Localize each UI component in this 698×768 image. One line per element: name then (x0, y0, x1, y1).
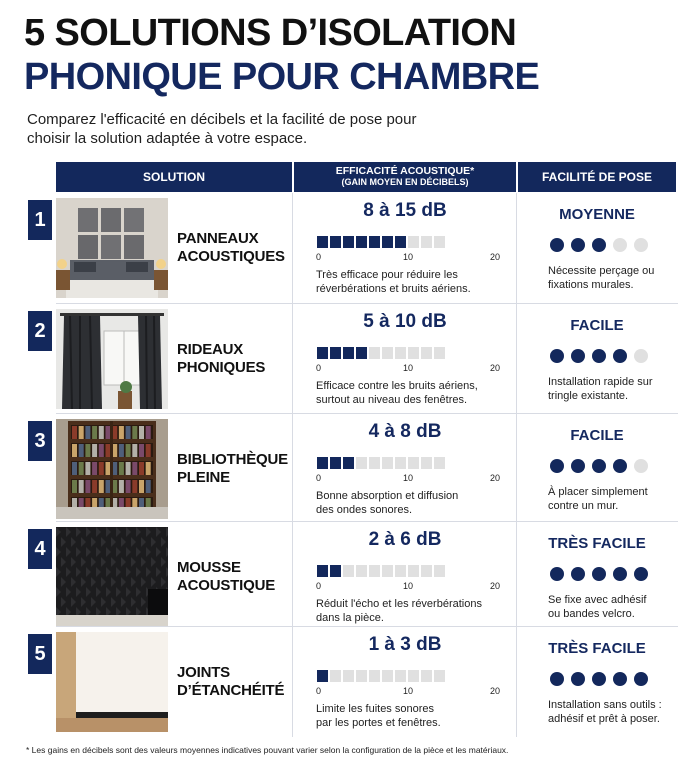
row-number: 5 (28, 634, 52, 674)
ease-rating-dots (550, 672, 648, 686)
row-divider (56, 626, 678, 627)
efficacy-bar-segment (343, 347, 354, 359)
scale-label-0: 0 (316, 363, 322, 373)
ease-dot (634, 672, 648, 686)
row-number: 3 (28, 421, 52, 461)
row-divider (56, 413, 678, 414)
page-title-line1: 5 SOLUTIONS D’ISOLATION (24, 12, 517, 54)
scale-label-10: 10 (403, 581, 414, 591)
scale-label-20: 20 (490, 581, 501, 591)
ease-dot (634, 349, 648, 363)
efficacy-description-line1: Limite les fuites sonores (316, 703, 434, 715)
full-bookcase-photo (56, 419, 168, 519)
ease-rating-label: TRÈS FACILE (548, 535, 646, 552)
ease-dot (550, 349, 564, 363)
ease-dot (634, 459, 648, 473)
efficacy-bar-segment (330, 236, 341, 248)
efficacy-bar-segment (317, 347, 328, 359)
efficacy-description (316, 379, 516, 407)
efficacy-description-line2: des ondes sonores. (316, 504, 413, 516)
ease-dot (550, 238, 564, 252)
db-range: 4 à 8 dB (368, 421, 442, 442)
ease-rating-label: FACILE (570, 427, 624, 444)
header-efficacite-label: EFFICACITÉ ACOUSTIQUE* (335, 165, 475, 177)
efficacy-bar-segment (395, 347, 406, 359)
efficacy-bar (317, 457, 445, 469)
efficacy-bar-segment (356, 565, 367, 577)
table-row (28, 523, 678, 631)
scale-label-20: 20 (490, 363, 501, 373)
efficacy-bar-segment (434, 670, 445, 682)
efficacy-bar-segment (369, 670, 380, 682)
table-row (28, 628, 678, 736)
efficacy-bar-segment (330, 347, 341, 359)
solution-name-line1: BIBLIOTHÈQUE (177, 451, 288, 468)
scale-label-20: 20 (490, 686, 501, 696)
efficacy-description (316, 702, 516, 730)
efficacy-description-line1: Efficace contre les bruits aériens, (316, 380, 478, 392)
scale-label-0: 0 (316, 252, 322, 262)
efficacy-bar-segment (317, 565, 328, 577)
ease-description-line1: À placer simplement (548, 486, 648, 498)
ease-description-line2: tringle existante. (548, 390, 629, 402)
ease-dot (550, 672, 564, 686)
efficacy-bar-segment (356, 236, 367, 248)
efficacy-scale (316, 686, 502, 698)
efficacy-bar-segment (382, 670, 393, 682)
ease-rating-label: MOYENNE (559, 206, 635, 223)
scale-label-0: 0 (316, 686, 322, 696)
ease-rating-dots (550, 459, 648, 473)
efficacy-description-line1: Bonne absorption et diffusion (316, 490, 459, 502)
ease-description (548, 698, 678, 726)
efficacy-description-line2: surtout au niveau des fenêtres. (316, 394, 468, 406)
efficacy-bar-segment (330, 565, 341, 577)
efficacy-bar-segment (369, 565, 380, 577)
ease-dot (571, 349, 585, 363)
efficacy-bar-segment (434, 565, 445, 577)
efficacy-bar-segment (408, 236, 419, 248)
scale-label-0: 0 (316, 473, 322, 483)
scale-label-0: 0 (316, 581, 322, 591)
ease-description-line1: Nécessite perçage ou (548, 265, 655, 277)
ease-dot (550, 459, 564, 473)
efficacy-description-line2: réverbérations et bruits aériens. (316, 283, 471, 295)
ease-description-line1: Se fixe avec adhésif (548, 594, 647, 606)
efficacy-bar-segment (356, 347, 367, 359)
solution-name (177, 451, 288, 487)
acoustic-panels-bedroom-photo (56, 198, 168, 298)
efficacy-bar-segment (421, 347, 432, 359)
ease-dot (592, 459, 606, 473)
ease-rating-dots (550, 567, 648, 581)
efficacy-description-line1: Très efficace pour réduire les (316, 269, 458, 281)
page-subtitle: Comparez l'efficacité en décibels et la facilité de pose pour choisir la solution adaptée à votre espace. (27, 111, 417, 147)
table-row (28, 305, 678, 413)
scale-label-10: 10 (403, 252, 414, 262)
efficacy-bar (317, 565, 445, 577)
ease-dot (592, 672, 606, 686)
ease-rating-dots (550, 238, 648, 252)
ease-dot (613, 672, 627, 686)
efficacy-bar-segment (434, 236, 445, 248)
efficacy-bar-segment (408, 565, 419, 577)
table-row (28, 194, 678, 302)
ease-description (548, 593, 678, 621)
efficacy-description (316, 489, 516, 517)
header-efficacite (294, 162, 516, 192)
solution-name (177, 230, 285, 266)
ease-dot (613, 238, 627, 252)
solution-name-line1: RIDEAUX (177, 341, 244, 358)
table-row (28, 415, 678, 523)
efficacy-bar-segment (356, 670, 367, 682)
efficacy-bar-segment (395, 670, 406, 682)
efficacy-scale (316, 252, 502, 264)
efficacy-bar-segment (395, 457, 406, 469)
ease-rating-label: FACILE (570, 317, 624, 334)
efficacy-bar-segment (408, 457, 419, 469)
solution-name-line1: JOINTS (177, 664, 230, 681)
efficacy-bar-segment (369, 236, 380, 248)
efficacy-scale (316, 363, 502, 375)
ease-dot (592, 238, 606, 252)
page-title-line2: PHONIQUE POUR CHAMBRE (24, 56, 540, 98)
efficacy-bar-segment (421, 236, 432, 248)
solution-name-line2: PLEINE (177, 469, 230, 486)
efficacy-bar (317, 347, 445, 359)
efficacy-description (316, 597, 516, 625)
header-facilite-label: FACILITÉ DE POSE (541, 170, 652, 184)
ease-description-line1: Installation sans outils : (548, 699, 662, 711)
solution-name-line1: MOUSSE (177, 559, 241, 576)
efficacy-bar-segment (330, 457, 341, 469)
efficacy-bar-segment (343, 565, 354, 577)
efficacy-bar-segment (343, 457, 354, 469)
ease-dot (634, 238, 648, 252)
scale-label-20: 20 (490, 473, 501, 483)
ease-rating-dots (550, 349, 648, 363)
efficacy-bar-segment (369, 457, 380, 469)
efficacy-scale (316, 473, 502, 485)
ease-dot (634, 567, 648, 581)
ease-description-line1: Installation rapide sur (548, 376, 653, 388)
solution-name (177, 559, 275, 595)
ease-description-line2: fixations murales. (548, 279, 634, 291)
efficacy-bar-segment (434, 347, 445, 359)
ease-description-line2: ou bandes velcro. (548, 608, 635, 620)
footnote: * Les gains en décibels sont des valeurs moyennes indicatives pouvant varier selon la configuration de la pièce et les matériaux. (26, 745, 509, 755)
efficacy-bar (317, 670, 445, 682)
efficacy-bar-segment (382, 347, 393, 359)
efficacy-bar-segment (317, 236, 328, 248)
ease-rating-label: TRÈS FACILE (548, 640, 646, 657)
ease-dot (550, 567, 564, 581)
efficacy-bar-segment (343, 236, 354, 248)
solution-name-line1: PANNEAUX (177, 230, 259, 247)
efficacy-bar-segment (434, 457, 445, 469)
efficacy-bar-segment (421, 457, 432, 469)
efficacy-bar-segment (343, 670, 354, 682)
ease-description-line2: adhésif et prêt à poser. (548, 713, 660, 725)
header-solution (56, 162, 292, 192)
header-solution-label: SOLUTION (143, 170, 205, 184)
ease-description (548, 264, 678, 292)
efficacy-bar-segment (395, 236, 406, 248)
efficacy-description (316, 268, 516, 296)
ease-description (548, 485, 678, 513)
row-divider (56, 521, 678, 522)
solution-name-line2: ACOUSTIQUE (177, 577, 276, 594)
ease-description-line2: contre un mur. (548, 500, 619, 512)
efficacy-bar-segment (382, 236, 393, 248)
scale-label-20: 20 (490, 252, 501, 262)
efficacy-bar-segment (382, 565, 393, 577)
efficacy-bar-segment (382, 457, 393, 469)
efficacy-bar-segment (317, 457, 328, 469)
efficacy-bar (317, 236, 445, 248)
efficacy-bar-segment (421, 670, 432, 682)
efficacy-scale (316, 581, 502, 593)
header-efficacite-sublabel: (GAIN MOYEN EN DÉCIBELS) (341, 177, 469, 187)
efficacy-description-line1: Réduit l'écho et les réverbérations (316, 598, 482, 610)
door-seal-strip-photo (56, 632, 168, 732)
row-number: 2 (28, 311, 52, 351)
ease-dot (571, 672, 585, 686)
scale-label-10: 10 (403, 363, 414, 373)
db-range: 8 à 15 dB (363, 200, 447, 221)
solution-name-line2: ACOUSTIQUES (177, 248, 285, 265)
efficacy-bar-segment (408, 347, 419, 359)
efficacy-bar-segment (356, 457, 367, 469)
ease-dot (571, 459, 585, 473)
efficacy-description-line2: par les portes et fenêtres. (316, 717, 441, 729)
efficacy-bar-segment (408, 670, 419, 682)
efficacy-bar-segment (369, 347, 380, 359)
solution-name (177, 341, 265, 377)
row-number: 4 (28, 529, 52, 569)
scale-label-10: 10 (403, 686, 414, 696)
db-range: 1 à 3 dB (368, 634, 442, 655)
efficacy-description-line2: dans la pièce. (316, 612, 384, 624)
ease-dot (571, 567, 585, 581)
ease-dot (613, 567, 627, 581)
ease-dot (613, 459, 627, 473)
solution-name (177, 664, 284, 700)
ease-dot (592, 567, 606, 581)
efficacy-bar-segment (317, 670, 328, 682)
solution-name-line2: PHONIQUES (177, 359, 266, 376)
ease-description (548, 375, 678, 403)
row-divider (56, 303, 678, 304)
ease-dot (592, 349, 606, 363)
ease-dot (571, 238, 585, 252)
soundproof-curtains-photo (56, 309, 168, 409)
ease-dot (613, 349, 627, 363)
efficacy-bar-segment (330, 670, 341, 682)
row-number: 1 (28, 200, 52, 240)
acoustic-foam-photo (56, 527, 168, 627)
efficacy-bar-segment (421, 565, 432, 577)
solution-name-line2: D’ÉTANCHÉITÉ (177, 682, 285, 699)
efficacy-bar-segment (395, 565, 406, 577)
scale-label-10: 10 (403, 473, 414, 483)
header-facilite (518, 162, 676, 192)
db-range: 5 à 10 dB (363, 311, 447, 332)
db-range: 2 à 6 dB (368, 529, 442, 550)
